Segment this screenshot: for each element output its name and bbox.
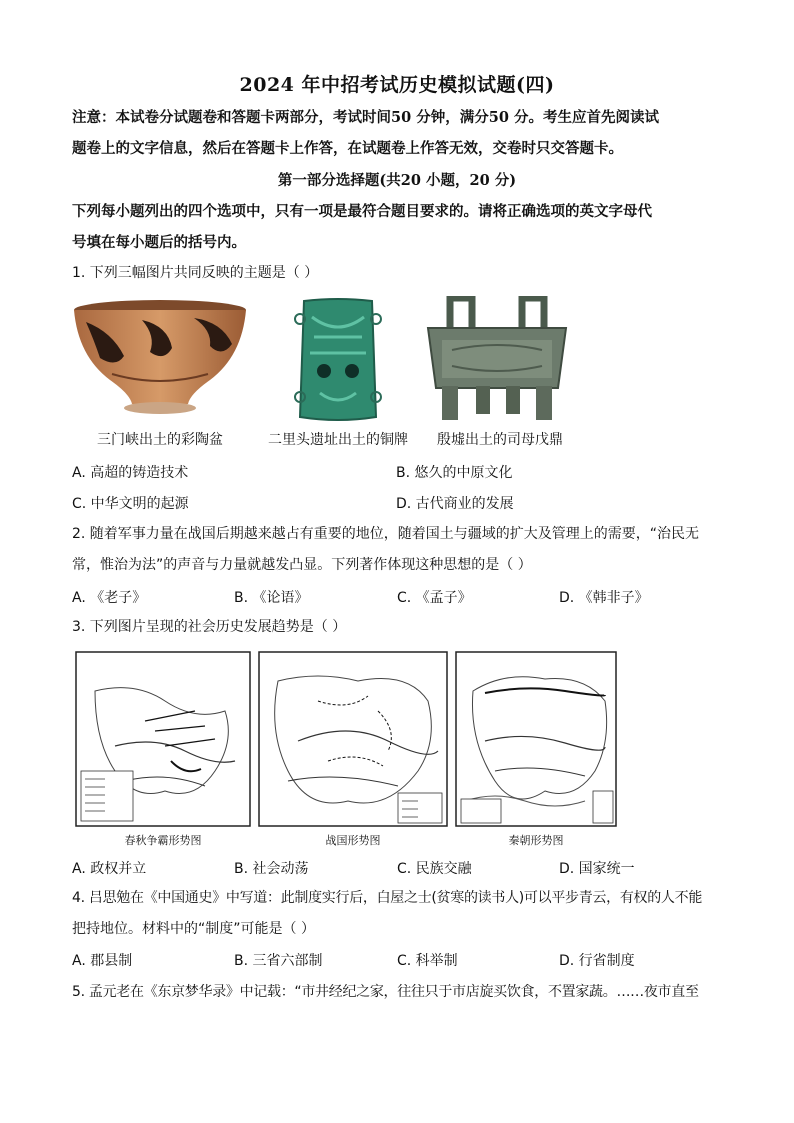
question-1-options-row2 — [72, 493, 722, 517]
question-4-options — [72, 950, 722, 974]
q3-option-d[interactable]: D. 国家统一 — [559, 861, 635, 877]
section-instructions — [72, 196, 722, 258]
caption-bronze-plaque: 二里头遗址出土的铜牌 — [268, 432, 408, 448]
section-heading: 第一部分选择题(共20 小题，20 分) — [277, 172, 517, 189]
q2-line-1: 2. 随着军事力量在战国后期越来越占有重要的地位，随着国土与疆域的扩大及管理上的需要，“治民无 — [72, 526, 700, 542]
q2-option-c[interactable]: C. 《孟子》 — [397, 590, 472, 606]
instruction-line-1: 下列每小题列出的四个选项中，只有一项是最符合题目要求的。请将正确选项的英文字母代 — [72, 203, 652, 220]
qin-dynasty-map-image — [455, 651, 617, 827]
caption-ding: 殷墟出土的司母戊鼎 — [437, 432, 563, 448]
q4-option-c[interactable]: C. 科举制 — [397, 953, 458, 969]
q1-option-c[interactable]: C. 中华文明的起源 — [72, 496, 189, 512]
q3-option-b[interactable]: B. 社会动荡 — [234, 861, 309, 877]
question-2-stem — [72, 519, 722, 581]
q4-option-a[interactable]: A. 郡县制 — [72, 953, 133, 969]
spring-autumn-map-image — [75, 651, 251, 827]
painted-pottery-basin-image — [72, 296, 248, 420]
q2-line-2: 常，惟治为法”的声音与力量就越发凸显。下列著作体现这种思想的是（ ） — [72, 557, 532, 573]
question-4-stem — [72, 883, 722, 945]
notice — [72, 102, 722, 164]
caption-qin-map: 秦朝形势图 — [508, 834, 564, 847]
caption-spring-autumn-map: 春秋争霸形势图 — [124, 834, 202, 847]
question-3-stem: 3. 下列图片呈现的社会历史发展趋势是（ ） — [72, 619, 347, 635]
q4-option-b[interactable]: B. 三省六部制 — [234, 953, 323, 969]
instruction-line-2: 号填在每小题后的括号内。 — [72, 234, 246, 251]
q2-option-b[interactable]: B. 《论语》 — [234, 590, 309, 606]
warring-states-map-image — [258, 651, 448, 827]
bronze-plaque-image — [290, 297, 386, 425]
q3-option-a[interactable]: A. 政权并立 — [72, 861, 147, 877]
q3-option-c[interactable]: C. 民族交融 — [397, 861, 472, 877]
question-5-stem — [72, 977, 722, 1008]
caption-pottery: 三门峡出土的彩陶盆 — [97, 432, 223, 448]
q1-option-b[interactable]: B. 悠久的中原文化 — [396, 465, 513, 481]
question-1-options — [72, 462, 722, 486]
q2-option-d[interactable]: D. 《韩非子》 — [559, 590, 649, 606]
question-1-stem: 1. 下列三幅图片共同反映的主题是（ ） — [72, 265, 319, 281]
q5-line-1: 5. 孟元老在《东京梦华录》中记载：“市井经纪之家，往往只于市店旋买饮食，不置家蔬。……夜市直至 — [72, 984, 699, 1000]
notice-line-2: 题卷上的文字信息，然后在答题卡上作答，在试题卷上作答无效，交卷时只交答题卡。 — [72, 140, 623, 157]
q4-line-1: 4. 吕思勉在《中国通史》中写道：此制度实行后，白屋之士(贫寒的读书人)可以平步青云，有权的人不能 — [72, 890, 703, 906]
caption-warring-states-map: 战国形势图 — [325, 834, 381, 847]
q2-option-a[interactable]: A. 《老子》 — [72, 590, 147, 606]
notice-line-1: 注意：本试卷分试题卷和答题卡两部分，考试时间50 分钟，满分50 分。考生应首先阅读试 — [72, 109, 659, 126]
question-2-options — [72, 587, 722, 611]
q1-option-d[interactable]: D. 古代商业的发展 — [396, 496, 514, 512]
page-title: 2024 年中招考试历史模拟试题(四) — [239, 74, 555, 96]
q4-option-d[interactable]: D. 行省制度 — [559, 953, 635, 969]
simuwu-ding-image — [422, 296, 572, 426]
question-3-options — [72, 858, 722, 882]
q4-line-2: 把持地位。材料中的“制度”可能是（ ） — [72, 921, 315, 937]
q1-option-a[interactable]: A. 高超的铸造技术 — [72, 465, 189, 481]
